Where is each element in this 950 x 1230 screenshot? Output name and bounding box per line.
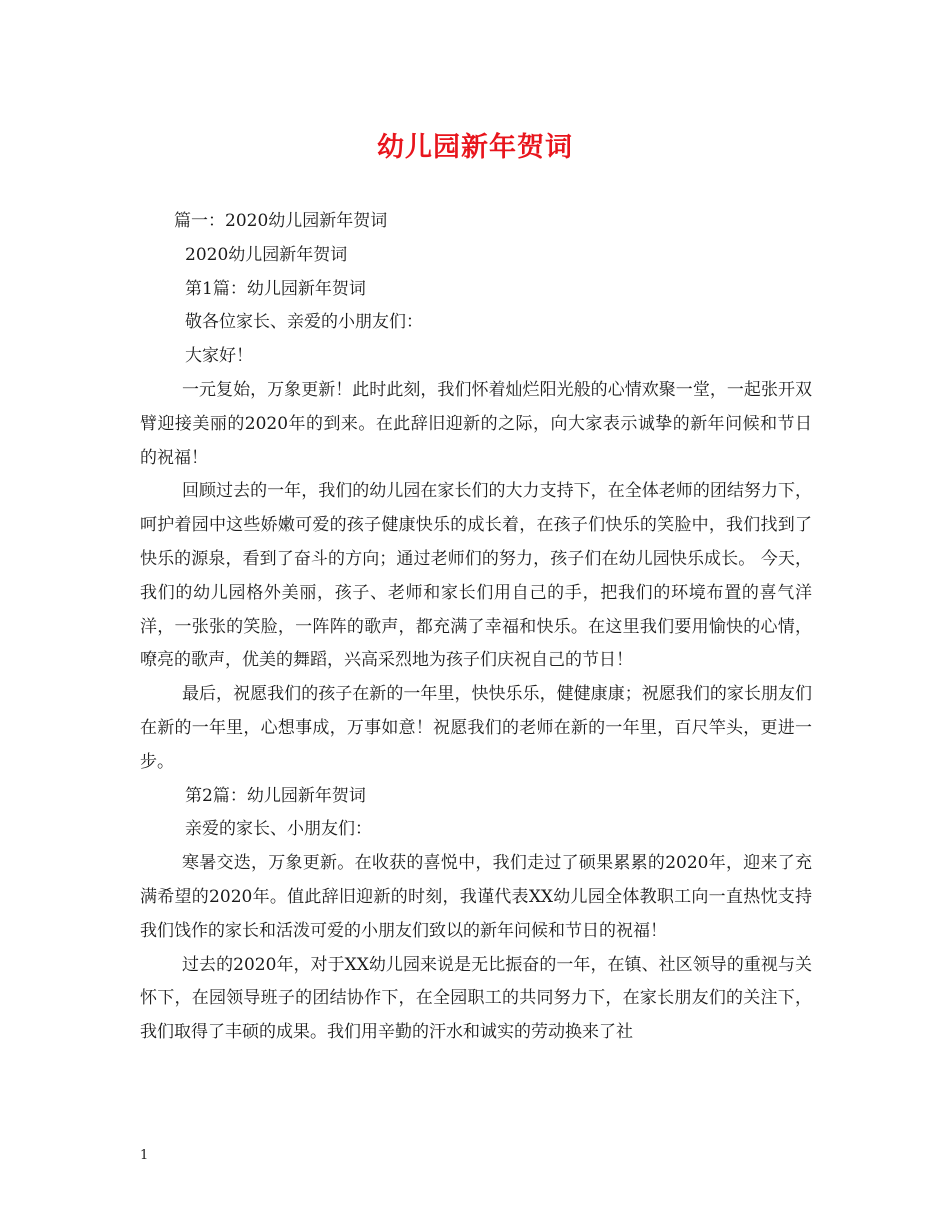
salutation: 敬各位家长、亲爱的小朋友们： — [185, 312, 423, 333]
paragraph: 一元复始，万象更新！此时此刻，我们怀着灿烂阳光般的心情欢聚一堂，一起张开双臂迎接美丽的2020年的到来。在此辞旧迎新的之际，向大家表示诚挚的新年问候和节日的祝福！ — [140, 379, 812, 468]
paragraph: 回顾过去的一年，我们的幼儿园在家长们的大力支持下，在全体老师的团结努力下，呵护着园中这些娇嫩可爱的孩子健康快乐的成长着，在孩子们快乐的笑脸中，我们找到了快乐的源泉，看到了奋斗的方向；通过老师们的努力，孩子们在幼儿园快乐成长。 今天，我们的幼儿园格外美丽，孩子、老师和家长们用自己的手，把我们的环境布置的喜气洋洋，一张张的笑脸，一阵阵的歌声，都充满了幸福和快乐。在这里我们要用愉快的心情，嘹亮的歌声，优美的舞蹈，兴高采烈地为孩子们庆祝自己的节日！ — [140, 481, 812, 671]
paragraph: 最后，祝愿我们的孩子在新的一年里，快快乐乐，健健康康；祝愿我们的家长朋友们在新的一年里，心想事成，万事如意！祝愿我们的老师在新的一年里，百尺竿头，更进一步。 — [140, 684, 812, 772]
subheading: 2020幼儿园新年贺词 — [185, 244, 348, 265]
section-heading: 篇一：2020幼儿园新年贺词 — [174, 211, 388, 231]
document-title: 幼儿园新年贺词 — [377, 132, 573, 163]
greeting: 大家好！ — [185, 346, 253, 367]
paragraph: 过去的2020年，对于XX幼儿园来说是无比振奋的一年，在镇、社区领导的重视与关怀下，在园领导班子的团结协作下，在全园职工的共同努力下，在家长朋友们的关注下，我们取得了丰硕的成果。我们用辛勤的汗水和诚实的劳动换来了社 — [140, 954, 812, 1043]
document-body — [140, 205, 812, 1050]
salutation: 亲爱的家长、小朋友们： — [185, 819, 372, 840]
paragraph: 寒暑交迭，万象更新。在收获的喜悦中，我们走过了硕果累累的2020年，迎来了充满希望的2020年。值此辞旧迎新的时刻，我谨代表XX幼儿园全体教职工向一直热忱支持我们饯作的家长和活泼可爱的小朋友们致以的新年问候和节日的祝福！ — [140, 853, 812, 941]
article-heading: 第1篇：幼儿园新年贺词 — [185, 278, 366, 299]
article-heading: 第2篇：幼儿园新年贺词 — [185, 785, 366, 806]
page-number: 1 — [140, 1148, 149, 1163]
